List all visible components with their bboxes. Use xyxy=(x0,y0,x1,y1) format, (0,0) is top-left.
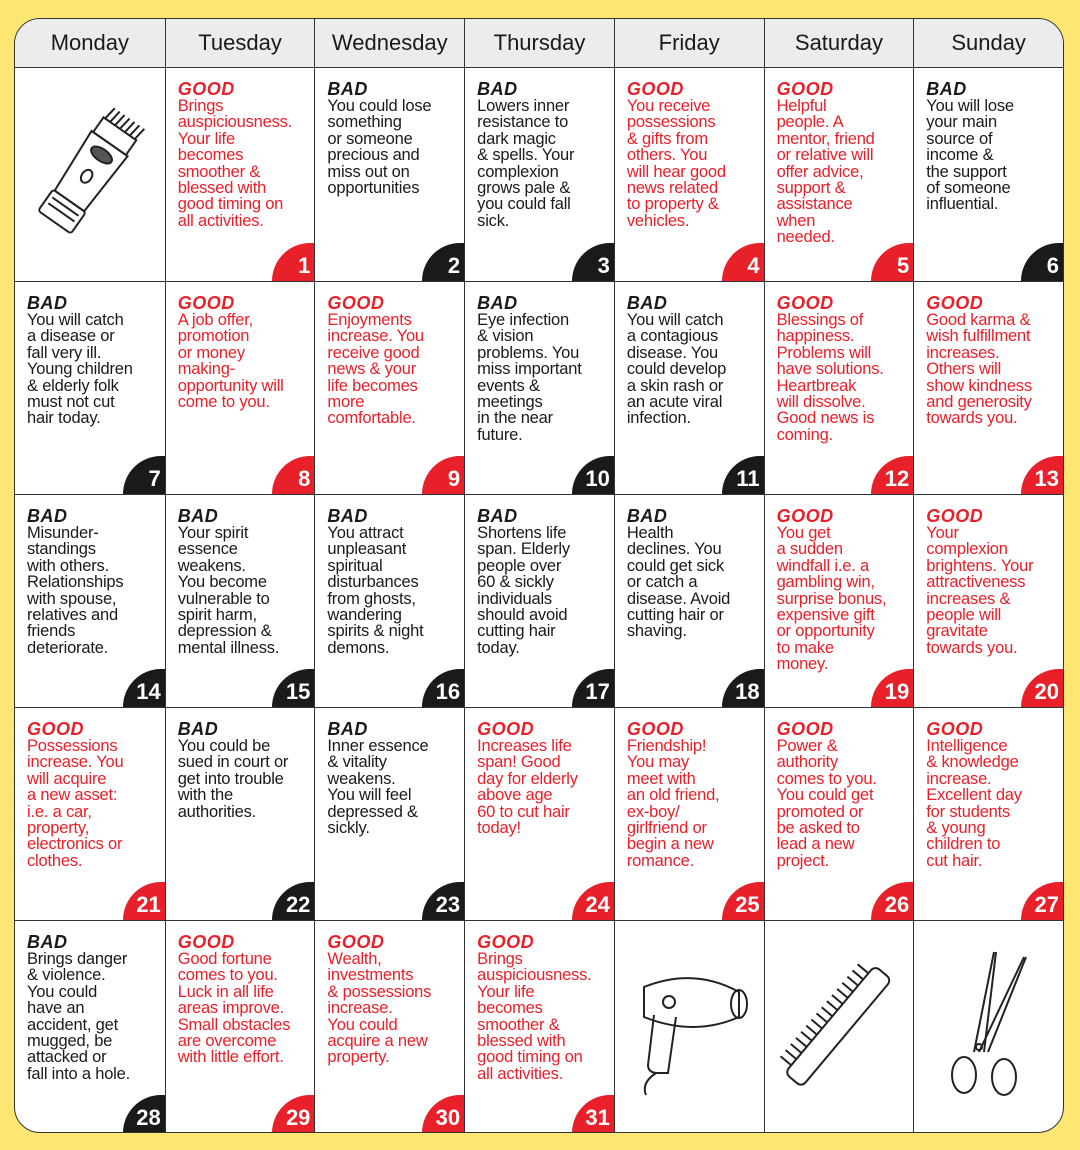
day-cell-25 xyxy=(614,707,764,920)
day-description xyxy=(27,507,161,656)
day-number-badge: 7 xyxy=(123,456,165,494)
day-description xyxy=(926,720,1059,869)
day-rating: GOOD xyxy=(327,932,385,952)
day-number-badge: 27 xyxy=(1021,882,1063,920)
day-rating: GOOD xyxy=(776,506,834,526)
day-description xyxy=(27,294,161,427)
day-number-badge: 2 xyxy=(422,243,464,281)
day-rating: BAD xyxy=(27,932,68,952)
day-text: Brings danger & violence. You could have an accident, get mugged, be attacked or fall into a hole. xyxy=(27,950,131,1083)
day-number-badge: 23 xyxy=(422,882,464,920)
day-description xyxy=(926,80,1059,213)
weekday-wednesday: Wednesday xyxy=(314,19,464,67)
day-cell-18 xyxy=(614,494,764,707)
day-number-badge: 26 xyxy=(871,882,913,920)
day-number-badge: 10 xyxy=(572,456,614,494)
day-description xyxy=(627,294,760,427)
illustration-cell xyxy=(913,920,1063,1133)
day-cell-15 xyxy=(165,494,315,707)
calendar-grid xyxy=(15,68,1063,1133)
calendar-panel xyxy=(14,18,1064,1133)
day-rating: GOOD xyxy=(177,932,235,952)
day-cell-23 xyxy=(314,707,464,920)
day-number-badge: 29 xyxy=(272,1095,314,1133)
day-cell-12 xyxy=(764,281,914,494)
day-cell-2 xyxy=(314,68,464,281)
day-number-badge: 31 xyxy=(572,1095,614,1133)
day-cell-24 xyxy=(464,707,614,920)
illustration-cell xyxy=(15,68,165,281)
day-rating: BAD xyxy=(327,79,368,99)
day-text: You could lose something or someone precious and miss out on opportunities xyxy=(327,97,432,198)
day-description xyxy=(327,294,460,427)
hair-clipper-icon xyxy=(15,68,165,281)
day-rating: GOOD xyxy=(327,293,385,313)
day-description xyxy=(477,294,610,443)
day-cell-31 xyxy=(464,920,614,1133)
day-number-badge: 16 xyxy=(422,669,464,707)
hair-dryer-icon xyxy=(615,921,764,1133)
day-text: Good karma & wish fulfillment increases. Others will show kindness and generosity towards you. xyxy=(926,311,1032,428)
day-cell-22 xyxy=(165,707,315,920)
day-number-badge: 19 xyxy=(871,669,913,707)
day-number-badge: 1 xyxy=(272,243,314,281)
day-cell-19 xyxy=(764,494,914,707)
day-cell-10 xyxy=(464,281,614,494)
day-description xyxy=(178,933,311,1066)
weekday-thursday: Thursday xyxy=(464,19,614,67)
day-text: A job offer, promotion or money making- opportunity will come to you. xyxy=(177,311,284,412)
day-cell-6 xyxy=(913,68,1063,281)
day-text: Your spirit essence weakens. You become vulnerable to spirit harm, depression & mental illness. xyxy=(177,524,280,657)
day-rating: BAD xyxy=(477,79,518,99)
day-number-badge: 4 xyxy=(722,243,764,281)
day-rating: GOOD xyxy=(776,79,834,99)
day-description xyxy=(777,507,910,673)
day-description xyxy=(178,507,311,656)
day-text: Enjoyments increase. You receive good news & your life becomes more comfortable. xyxy=(327,311,424,428)
day-rating: BAD xyxy=(177,506,219,526)
day-text: Increases life span! Good day for elderly above age 60 to cut hair today! xyxy=(477,737,578,838)
day-text: Your complexion brightens. Your attractiveness increases & people will gravitate towards you. xyxy=(926,524,1034,657)
day-text: Brings auspiciousness. Your life becomes smoother & blessed with good timing on all activities. xyxy=(477,950,592,1083)
day-description xyxy=(926,507,1059,656)
day-cell-16 xyxy=(314,494,464,707)
day-rating: BAD xyxy=(27,293,68,313)
day-text: You will lose your main source of income & the support of someone influential. xyxy=(926,97,1014,214)
day-text: You will catch a contagious disease. You could develop a skin rash or an acute viral infection. xyxy=(626,311,727,428)
day-text: Blessings of happiness. Problems will have solutions. Heartbreak will dissolve. Good news is coming. xyxy=(776,311,884,444)
scissors-icon xyxy=(914,921,1063,1133)
day-description xyxy=(178,294,311,410)
day-text: Misunder- standings with others. Relationships with spouse, relatives and friends deteriorate. xyxy=(27,524,124,657)
day-rating: GOOD xyxy=(177,79,235,99)
day-number-badge: 13 xyxy=(1021,456,1063,494)
day-cell-9 xyxy=(314,281,464,494)
day-cell-20 xyxy=(913,494,1063,707)
day-number-badge: 22 xyxy=(272,882,314,920)
day-description xyxy=(777,80,910,246)
day-text: Shortens life span. Elderly people over 60 & sickly individuals should avoid cutting hair today. xyxy=(477,524,570,657)
day-text: Possessions increase. You will acquire a new asset: i.e. a car, property, electronics or clothes. xyxy=(27,737,124,870)
weekday-monday: Monday xyxy=(50,30,129,55)
day-number-badge: 9 xyxy=(422,456,464,494)
day-rating: GOOD xyxy=(477,932,535,952)
day-text: Health declines. You could get sick or catch a disease. Avoid cutting hair or shaving. xyxy=(626,524,731,641)
day-rating: BAD xyxy=(327,719,368,739)
day-rating: BAD xyxy=(926,79,967,99)
day-cell-8 xyxy=(165,281,315,494)
day-rating: BAD xyxy=(626,293,668,313)
day-description xyxy=(327,507,460,656)
day-number-badge: 11 xyxy=(722,456,764,494)
day-rating: BAD xyxy=(626,506,668,526)
day-rating: BAD xyxy=(477,293,518,313)
day-text: You will catch a disease or fall very ill. Young children & elderly folk must not cut hair today. xyxy=(27,311,133,428)
day-description xyxy=(327,933,460,1066)
day-description xyxy=(27,933,161,1082)
day-number-badge: 25 xyxy=(722,882,764,920)
day-description xyxy=(327,720,460,836)
day-description xyxy=(627,720,760,869)
day-cell-1 xyxy=(165,68,315,281)
day-text: Friendship! You may meet with an old friend, ex-boy/ girlfriend or begin a new romance. xyxy=(626,737,720,870)
day-description xyxy=(477,720,610,836)
day-description xyxy=(777,294,910,443)
day-description xyxy=(477,80,610,229)
day-text: Inner essence & vitality weakens. You will feel depressed & sickly. xyxy=(327,737,429,838)
day-cell-27 xyxy=(913,707,1063,920)
day-text: Brings auspiciousness. Your life becomes smoother & blessed with good timing on all activities. xyxy=(177,97,293,230)
day-number-badge: 30 xyxy=(422,1095,464,1133)
weekday-header xyxy=(15,19,1063,68)
day-number-badge: 21 xyxy=(123,882,165,920)
day-number-badge: 3 xyxy=(572,243,614,281)
day-rating: BAD xyxy=(27,506,68,526)
day-description xyxy=(178,80,311,229)
day-cell-13 xyxy=(913,281,1063,494)
day-text: Intelligence & knowledge increase. Excellent day for students & young children to cut hair. xyxy=(926,737,1022,870)
day-number-badge: 8 xyxy=(272,456,314,494)
day-rating: GOOD xyxy=(926,293,984,313)
day-description xyxy=(627,80,760,229)
day-description xyxy=(477,507,610,656)
day-cell-21 xyxy=(15,707,165,920)
day-number-badge: 18 xyxy=(722,669,764,707)
day-text: You attract unpleasant spiritual disturbances from ghosts, wandering spirits & night demons. xyxy=(327,524,424,657)
day-text: Good fortune comes to you. Luck in all life areas improve. Small obstacles are overcome with little effort. xyxy=(177,950,291,1067)
day-rating: GOOD xyxy=(626,79,684,99)
weekday-friday: Friday xyxy=(614,19,764,67)
day-number-badge: 12 xyxy=(871,456,913,494)
day-cell-11 xyxy=(614,281,764,494)
illustration-cell xyxy=(614,920,764,1133)
day-rating: GOOD xyxy=(776,719,834,739)
day-text: Helpful people. A mentor, friend or relative will offer advice, support & assistance when needed. xyxy=(776,97,875,247)
day-description xyxy=(926,294,1059,427)
day-text: Lowers inner resistance to dark magic & spells. Your complexion grows pale & you could fall sick. xyxy=(477,97,575,230)
day-text: Wealth, investments & possessions increase. You could acquire a new property. xyxy=(327,950,432,1067)
day-description xyxy=(178,720,311,820)
day-rating: GOOD xyxy=(626,719,684,739)
day-rating: GOOD xyxy=(177,293,235,313)
day-cell-26 xyxy=(764,707,914,920)
day-number-badge: 17 xyxy=(572,669,614,707)
day-rating: BAD xyxy=(327,506,368,526)
day-rating: GOOD xyxy=(27,719,85,739)
day-cell-7 xyxy=(15,281,165,494)
day-cell-29 xyxy=(165,920,315,1133)
day-cell-4 xyxy=(614,68,764,281)
day-text: You receive possessions & gifts from others. You will hear good news related to property & vehicles. xyxy=(626,97,726,230)
day-number-badge: 6 xyxy=(1021,243,1063,281)
day-cell-17 xyxy=(464,494,614,707)
comb-icon xyxy=(765,921,914,1133)
day-rating: GOOD xyxy=(926,719,984,739)
day-description xyxy=(477,933,610,1082)
day-number-badge: 28 xyxy=(123,1095,165,1133)
day-rating: BAD xyxy=(177,719,219,739)
day-description xyxy=(777,720,910,869)
day-text: Power & authority comes to you. You could get promoted or be asked to lead a new project. xyxy=(776,737,877,870)
day-cell-28 xyxy=(15,920,165,1133)
day-number-badge: 5 xyxy=(871,243,913,281)
day-number-badge: 24 xyxy=(572,882,614,920)
day-description xyxy=(27,720,161,869)
day-rating: GOOD xyxy=(477,719,535,739)
day-cell-14 xyxy=(15,494,165,707)
day-rating: GOOD xyxy=(776,293,834,313)
day-number-badge: 15 xyxy=(272,669,314,707)
day-text: You get a sudden windfall i.e. a gambling win, surprise bonus, expensive gift or opportunity to make money. xyxy=(776,524,887,674)
day-description xyxy=(627,507,760,640)
weekday-saturday: Saturday xyxy=(764,19,914,67)
illustration-cell xyxy=(764,920,914,1133)
day-rating: GOOD xyxy=(926,506,984,526)
day-cell-30 xyxy=(314,920,464,1133)
day-number-badge: 14 xyxy=(123,669,165,707)
day-text: You could be sued in court or get into trouble with the authorities. xyxy=(177,737,289,821)
day-cell-5 xyxy=(764,68,914,281)
day-rating: BAD xyxy=(477,506,518,526)
weekday-tuesday: Tuesday xyxy=(165,19,315,67)
day-text: Eye infection & vision problems. You miss important events & meetings in the near future. xyxy=(477,311,582,444)
day-cell-3 xyxy=(464,68,614,281)
day-number-badge: 20 xyxy=(1021,669,1063,707)
weekday-sunday: Sunday xyxy=(913,19,1063,67)
day-description xyxy=(327,80,460,196)
